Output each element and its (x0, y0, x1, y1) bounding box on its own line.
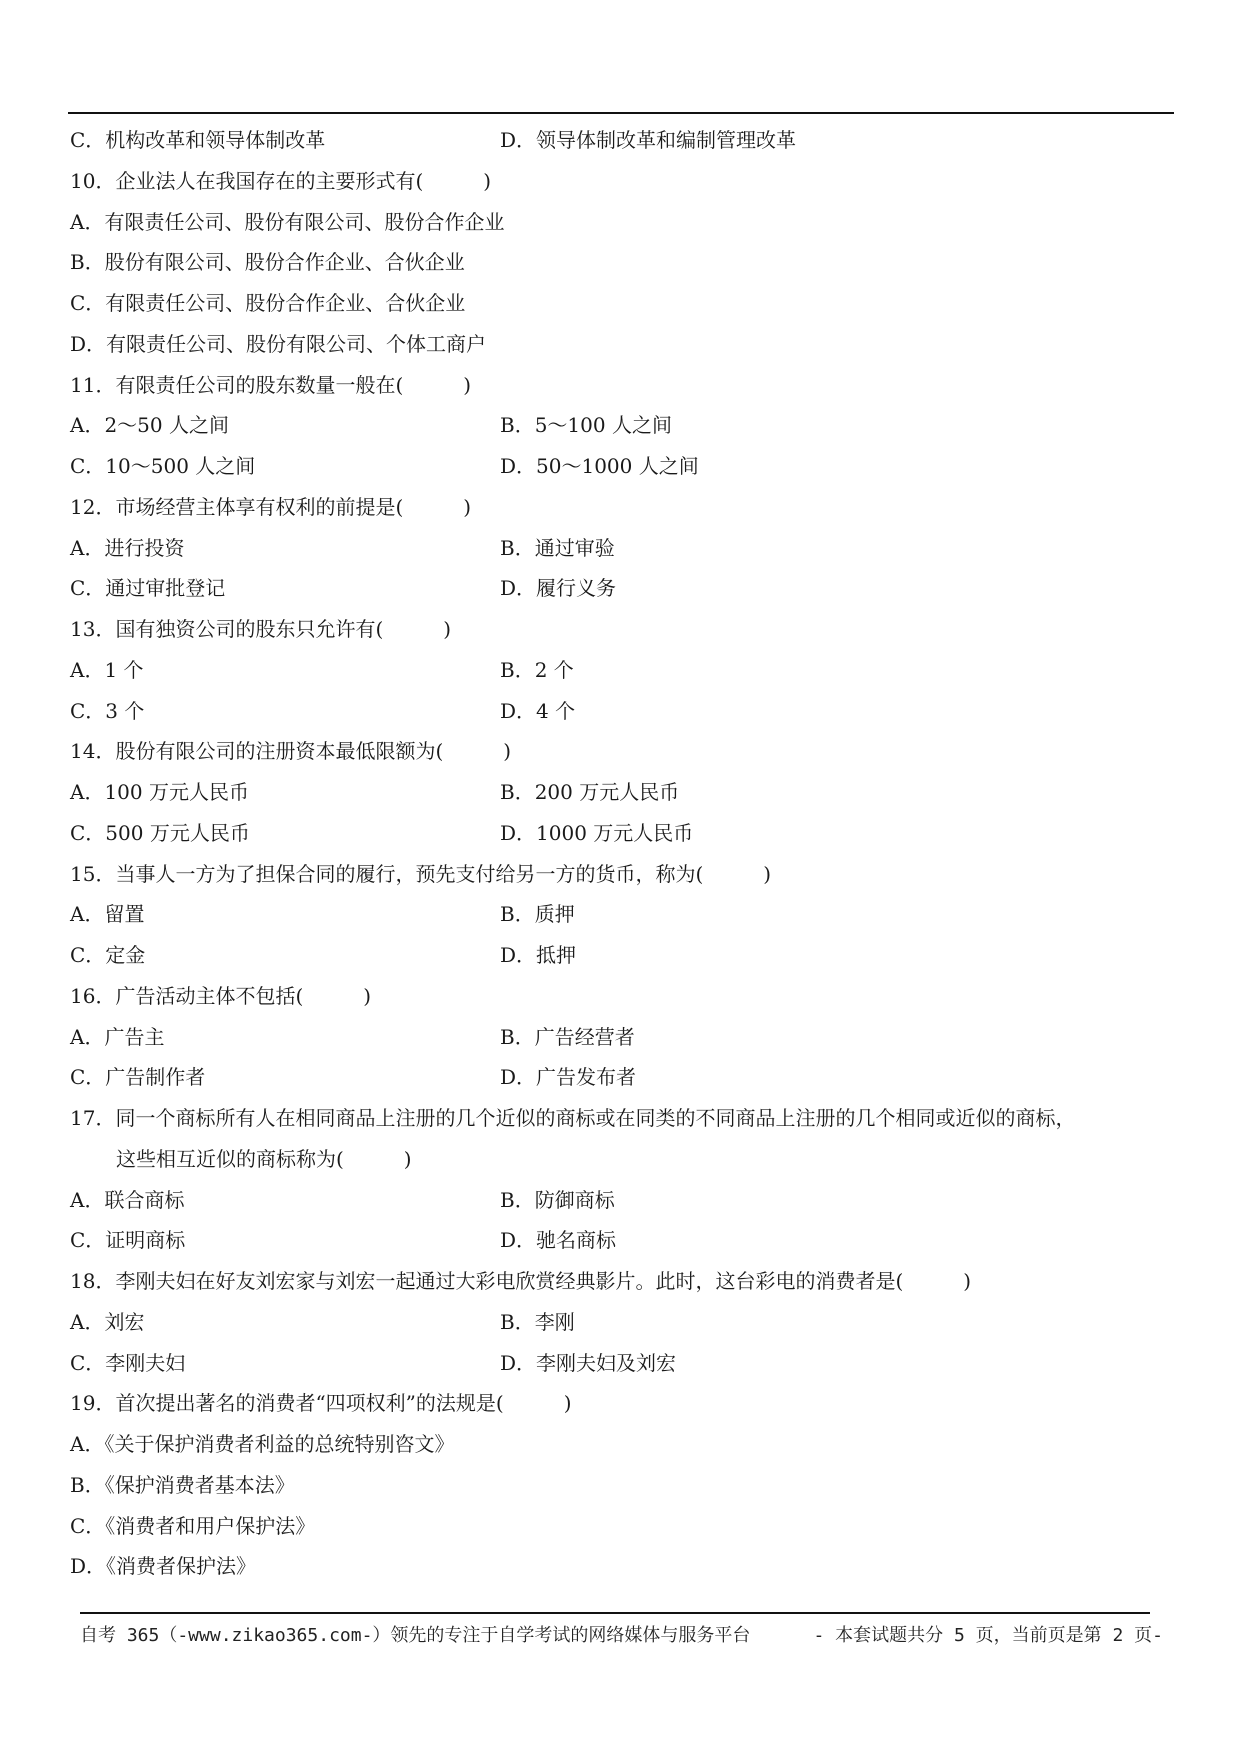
option-c: C．机构改革和领导体制改革 (70, 128, 326, 152)
option-c: C．李刚夫妇 (70, 1350, 186, 1375)
question-stem: 10．企业法人在我国存在的主要形式有( ) (70, 168, 492, 193)
option-a: A．刘宏 (70, 1309, 145, 1334)
question-stem: 19．首次提出著名的消费者“四项权利”的法规是( ) (70, 1391, 572, 1416)
option-d: D．驰名商标 (500, 1228, 617, 1253)
option-row (70, 691, 1180, 732)
option-row (70, 446, 1180, 487)
question-stem: 17．同一个商标所有人在相同商品上注册的几个近似的商标或在同类的不同商品上注册的几个相同或近似的商标， (70, 1106, 1076, 1130)
option-c: C．通过审批登记 (70, 576, 226, 601)
header-rule (68, 112, 1174, 114)
option-row (70, 1220, 1180, 1261)
option-b: B．2 个 (500, 657, 574, 682)
option-d: D．领导体制改革和编制管理改革 (500, 128, 797, 152)
option-row (70, 894, 1180, 935)
option-d: D．履行义务 (500, 576, 617, 601)
option-c: C．10～500 人之间 (70, 454, 256, 478)
question-stem: 13．国有独资公司的股东只允许有( ) (70, 617, 452, 641)
option-row (70, 528, 1180, 569)
option-a: A．联合商标 (70, 1187, 185, 1212)
option-row (70, 568, 1180, 609)
option-c: C．定金 (70, 943, 146, 967)
option-d: D．广告发布者 (500, 1065, 637, 1090)
option-a: A．《关于保护消费者利益的总统特别咨文》 (70, 1432, 455, 1456)
question-9-options-cd (70, 120, 1180, 161)
option-row (70, 1180, 1180, 1221)
option-a: A．2～50 人之间 (70, 413, 229, 438)
option-c: C．证明商标 (70, 1228, 186, 1253)
option-row (70, 935, 1180, 976)
option-b: B．《保护消费者基本法》 (70, 1472, 295, 1497)
option-row (70, 813, 1180, 854)
question-stem-continuation: 这些相互近似的商标称为( ) (116, 1146, 412, 1171)
question-stem: 18．李刚夫妇在好友刘宏家与刘宏一起通过大彩电欣赏经典影片。此时，这台彩电的消费者是( ) (70, 1269, 972, 1293)
footer-rule (80, 1612, 1150, 1614)
option-row (70, 650, 1180, 691)
option-b: B．防御商标 (500, 1187, 615, 1212)
option-row (70, 1017, 1180, 1058)
option-row (70, 772, 1180, 813)
option-b: B．广告经营者 (500, 1024, 635, 1049)
option-a: A．留置 (70, 902, 145, 927)
option-d: D．抵押 (500, 943, 577, 967)
option-row (70, 1343, 1180, 1384)
option-b: B．质押 (500, 902, 575, 927)
option-c: C．《消费者和用户保护法》 (70, 1513, 316, 1538)
question-stem: 11．有限责任公司的股东数量一般在( ) (70, 372, 472, 397)
footer-page-info: - 本套试题共分 5 页，当前页是第 2 页- (813, 1625, 1163, 1646)
question-stem: 15．当事人一方为了担保合同的履行，预先支付给另一方的货币，称为( ) (70, 861, 772, 886)
option-a: A．进行投资 (70, 535, 185, 560)
option-a: A．100 万元人民币 (70, 780, 249, 804)
option-d: D．有限责任公司、股份有限公司、个体工商户 (70, 331, 487, 356)
option-d: D．1000 万元人民币 (500, 820, 694, 845)
option-row (70, 1302, 1180, 1343)
question-stem: 12．市场经营主体享有权利的前提是( ) (70, 494, 472, 519)
option-b: B．200 万元人民币 (500, 780, 680, 804)
question-stem: 14．股份有限公司的注册资本最低限额为( ) (70, 739, 512, 764)
option-d: D．4 个 (500, 698, 576, 723)
option-d: D．《消费者保护法》 (70, 1554, 257, 1579)
option-b: B．李刚 (500, 1309, 575, 1334)
option-c: C．有限责任公司、股份合作企业、合伙企业 (70, 291, 466, 315)
option-b: B．通过审验 (500, 535, 615, 560)
option-d: D．50～1000 人之间 (500, 454, 699, 478)
option-d: D．李刚夫妇及刘宏 (500, 1350, 677, 1375)
option-row (70, 405, 1180, 446)
option-row (70, 1057, 1180, 1098)
option-c: C．500 万元人民币 (70, 820, 250, 845)
option-c: C．广告制作者 (70, 1065, 206, 1090)
option-a: A．广告主 (70, 1024, 165, 1049)
question-stem: 16．广告活动主体不包括( ) (70, 983, 372, 1008)
option-c: C．3 个 (70, 698, 145, 723)
option-a: A．有限责任公司、股份有限公司、股份合作企业 (70, 209, 505, 234)
exam-page-content (70, 120, 1180, 1587)
option-b: B．股份有限公司、股份合作企业、合伙企业 (70, 250, 465, 275)
option-a: A．1 个 (70, 657, 144, 682)
option-b: B．5～100 人之间 (500, 413, 672, 438)
footer-site-text: 自考 365（-www.zikao365.com-）领先的专注于自学考试的网络媒体与服务平台 (80, 1625, 751, 1646)
